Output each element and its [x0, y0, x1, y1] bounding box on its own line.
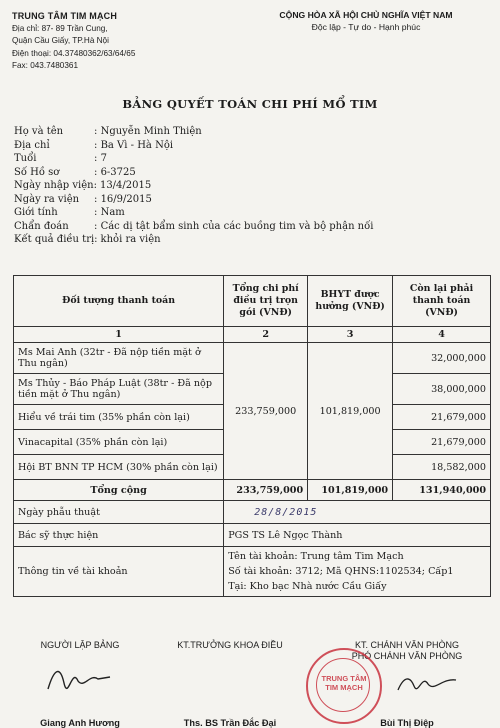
- header-bhyt: BHYT được hưởng (VNĐ): [308, 276, 393, 327]
- diagnosis-row: Chẩn đoán : Các dị tật bẩm sinh của các buồng tim và bộ phận nối: [14, 220, 374, 232]
- account-row: [14, 547, 491, 597]
- label: Số Hồ sơ: [14, 166, 60, 178]
- account-bank: Tại: Kho bạc Nhà nước Cầu Giấy: [228, 581, 387, 592]
- remaining: 32,000,000: [393, 343, 491, 374]
- result-row: [14, 233, 494, 247]
- sum-remaining: 131,940,000: [393, 480, 491, 501]
- col-num: 4: [393, 327, 491, 343]
- national-header: [246, 10, 486, 32]
- total-row: [14, 480, 491, 501]
- signature-dept-head: [160, 640, 300, 728]
- sum-cost: 233,759,000: [224, 480, 308, 501]
- patient-age: 7: [100, 153, 107, 164]
- admission-row: [14, 179, 494, 193]
- remaining: 18,582,000: [393, 455, 491, 480]
- remaining: 21,679,000: [393, 405, 491, 430]
- table-row: [14, 343, 491, 374]
- doctor-label: Bác sỹ thực hiện: [14, 524, 224, 547]
- payer: Hội BT BNN TP HCM (30% phần còn lại): [14, 455, 224, 480]
- label: Chẩn đoán: [14, 220, 69, 232]
- remaining: 38,000,000: [393, 374, 491, 405]
- red-seal-stamp: [306, 648, 382, 724]
- surgery-date-cell: [224, 501, 491, 524]
- discharge-row: Ngày ra viện : 16/9/2015: [14, 193, 152, 205]
- doctor-row: [14, 524, 491, 547]
- payer: Vinacapital (35% phần còn lại): [14, 430, 224, 455]
- total-label: Tổng cộng: [14, 480, 224, 501]
- column-number-row: [14, 327, 491, 343]
- office-head-name: Bùi Thị Điệp: [380, 718, 434, 728]
- label: Kết quả điều trị:: [14, 234, 98, 245]
- signature-icon: [40, 659, 120, 699]
- surgery-row: [14, 501, 491, 524]
- nation-name: CỘNG HÒA XÃ HỘI CHỦ NGHĨA VIỆT NAM: [279, 10, 453, 20]
- treatment-result: khỏi ra viện: [100, 234, 161, 245]
- patient-name: Nguyễn Minh Thiện: [100, 126, 202, 137]
- patient-address-row: Địa chỉ : Ba Vì - Hà Nội: [14, 139, 174, 151]
- payer: Hiểu về trái tim (35% phần còn lại): [14, 405, 224, 430]
- signature-icon: [392, 668, 462, 698]
- patient-file: 6-3725: [100, 166, 136, 178]
- dept-head-role: KT.TRƯỞNG KHOA ĐIỀU: [177, 640, 283, 650]
- office-head-role-2: PHÓ CHÁNH VĂN PHÒNG: [351, 651, 463, 661]
- dept-head-name: Ths. BS Trần Đắc Đại: [183, 718, 277, 728]
- patient-age-row: Tuổi : 7: [14, 153, 107, 164]
- patient-info: [14, 125, 494, 247]
- surgery-date: 28/8/2015: [254, 506, 318, 518]
- label: Họ và tên: [14, 126, 64, 137]
- hospital-name: TRUNG TÂM TIM MẠCH: [12, 11, 118, 21]
- account-name: Tên tài khoản: Trung tâm Tim Mạch: [228, 551, 404, 562]
- col-num: 3: [308, 327, 393, 343]
- account-info: [224, 547, 491, 597]
- hospital-address-1: Địa chỉ: 87- 89 Trần Cung,: [12, 23, 108, 33]
- hospital-header: [12, 10, 242, 73]
- table-header-row: [14, 276, 491, 327]
- payer: Ms Thủy - Báo Pháp Luật (38tr - Đã nộp tiền mặt ở Thu ngân): [14, 374, 224, 405]
- signature-preparer: [20, 640, 140, 728]
- admission-date: 13/4/2015: [99, 180, 152, 191]
- header-payer: Đối tượng thanh toán: [14, 276, 224, 327]
- patient-name-row: Họ và tên : Nguyễn Minh Thiện: [14, 126, 202, 137]
- doctor-name: PGS TS Lê Ngọc Thành: [224, 524, 491, 547]
- bhyt-cell: 101,819,000: [308, 343, 393, 480]
- surgery-label: Ngày phẫu thuật: [14, 501, 224, 524]
- remaining: 21,679,000: [393, 430, 491, 455]
- patient-sex: Nam: [100, 207, 125, 218]
- patient-address: Ba Vì - Hà Nội: [100, 139, 174, 151]
- header-total-cost: Tổng chi phí điều trị trọn gói (VNĐ): [224, 276, 308, 327]
- payer: Ms Mai Anh (32tr - Đã nộp tiền mặt ở Thu ngân): [14, 343, 224, 374]
- header-remaining: Còn lại phải thanh toán (VNĐ): [393, 276, 491, 327]
- label: Ngày ra viện: [14, 193, 80, 205]
- col-num: 1: [14, 327, 224, 343]
- discharge-date: 16/9/2015: [100, 193, 152, 205]
- sum-bhyt: 101,819,000: [308, 480, 393, 501]
- total-cost-cell: 233,759,000: [224, 343, 308, 480]
- account-label: Thông tin về tài khoản: [14, 547, 224, 597]
- label: Địa chỉ: [14, 139, 50, 151]
- label: Giới tính: [14, 207, 58, 218]
- label: Ngày nhập viện:: [14, 180, 97, 191]
- payment-table: [13, 275, 491, 597]
- preparer-name: Giang Anh Hương: [40, 718, 120, 728]
- hospital-phone: Điện thoại: 04.37480362/63/64/65: [12, 48, 136, 58]
- stamp-text-2: TIM MẠCH: [325, 683, 363, 692]
- account-number: Số tài khoản: 3712; Mã QHNS:1102534; Cấp1: [228, 566, 454, 577]
- document-title: BẢNG QUYẾT TOÁN CHI PHÍ MỔ TIM: [122, 97, 378, 111]
- col-num: 2: [224, 327, 308, 343]
- national-motto: Độc lập - Tự do - Hạnh phúc: [311, 22, 421, 32]
- patient-file-row: Số Hồ sơ : 6-3725: [14, 166, 136, 178]
- hospital-address-2: Quận Cầu Giấy, TP.Hà Nội: [12, 36, 109, 46]
- label: Tuổi: [14, 153, 37, 164]
- diagnosis: Các dị tật bẩm sinh của các buồng tim và bộ phận nối: [100, 220, 374, 232]
- hospital-fax: Fax: 043.7480361: [12, 61, 79, 71]
- preparer-role: NGƯỜI LẬP BẢNG: [40, 640, 120, 650]
- office-head-role-1: KT. CHÁNH VĂN PHÒNG: [354, 640, 459, 650]
- sex-row: Giới tính : Nam: [14, 207, 125, 218]
- stamp-text-1: TRUNG TÂM: [321, 674, 367, 683]
